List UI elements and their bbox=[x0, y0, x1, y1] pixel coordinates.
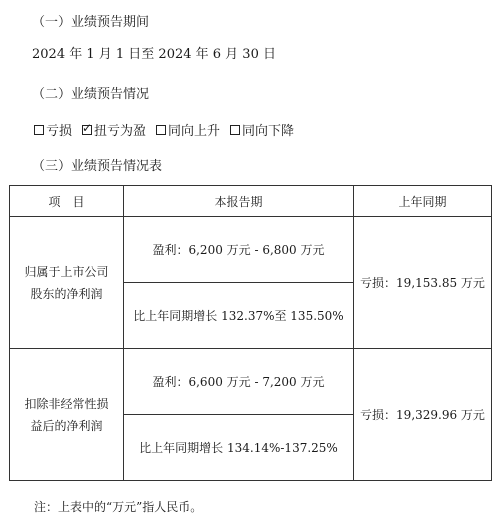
forecast-table bbox=[9, 185, 492, 481]
checkbox-icon[interactable] bbox=[230, 125, 240, 135]
situation-heading: （二）业绩预告情况 bbox=[32, 87, 150, 102]
option-loss[interactable] bbox=[34, 120, 72, 139]
item-label-line: 益后的净利润 bbox=[30, 418, 103, 433]
table-row bbox=[10, 349, 492, 415]
option-turnaround[interactable] bbox=[82, 120, 146, 139]
current-profit-cell: 盈利：6,600 万元 - 7,200 万元 bbox=[124, 349, 354, 415]
table-header-row bbox=[10, 186, 492, 217]
header-prior-period: 上年同期 bbox=[354, 186, 492, 217]
period-heading: （一）业绩预告期间 bbox=[32, 15, 150, 30]
option-label: 同向上升 bbox=[168, 124, 221, 139]
option-decrease[interactable] bbox=[230, 120, 294, 139]
current-profit-cell: 盈利：6,200 万元 - 6,800 万元 bbox=[124, 217, 354, 283]
table-row bbox=[10, 217, 492, 283]
option-label: 同向下降 bbox=[242, 124, 295, 139]
forecast-options bbox=[34, 120, 294, 139]
item-label-line: 归属于上市公司 bbox=[24, 264, 109, 279]
item-label-line: 股东的净利润 bbox=[30, 286, 103, 301]
header-item: 项 目 bbox=[10, 186, 124, 217]
row-item-label bbox=[10, 217, 124, 349]
prior-period-cell: 亏损：19,153.85 万元 bbox=[354, 217, 492, 349]
item-label-line: 扣除非经常性损 bbox=[24, 396, 109, 411]
current-growth-cell: 比上年同期增长 132.37%至 135.50% bbox=[124, 283, 354, 349]
checkbox-icon[interactable] bbox=[156, 125, 166, 135]
row-item-label bbox=[10, 349, 124, 481]
current-growth-cell: 比上年同期增长 134.14%-137.25% bbox=[124, 415, 354, 481]
checked-checkbox-icon[interactable] bbox=[82, 125, 92, 135]
header-current-period: 本报告期 bbox=[124, 186, 354, 217]
option-increase[interactable] bbox=[156, 120, 220, 139]
option-label: 扭亏为盈 bbox=[94, 124, 147, 139]
option-label: 亏损 bbox=[46, 124, 73, 139]
prior-period-cell: 亏损：19,329.96 万元 bbox=[354, 349, 492, 481]
checkbox-icon[interactable] bbox=[34, 125, 44, 135]
period-value: 2024 年 1 月 1 日至 2024 年 6 月 30 日 bbox=[32, 47, 276, 62]
table-heading: （三）业绩预告情况表 bbox=[32, 159, 163, 174]
footnote: 注：上表中的“万元”指人民币。 bbox=[34, 500, 203, 514]
